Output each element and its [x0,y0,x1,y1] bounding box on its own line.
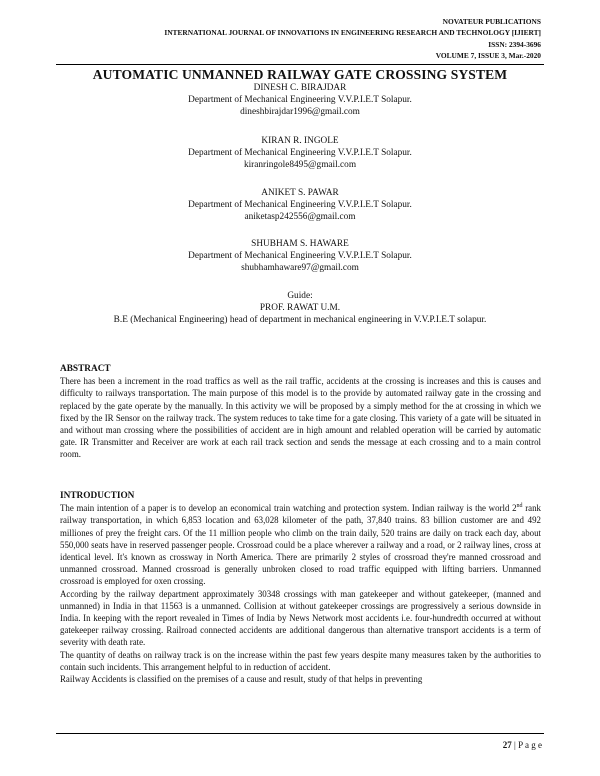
header-rule [56,64,544,65]
author-name: KIRAN R. INGOLE [261,136,339,146]
abstract-heading: ABSTRACT [60,364,111,374]
abstract-text: There has been a increment in the road traffics as well as the rail traffic, accidents at the crossing is increases and this is causes and difficulty to railways transportation. The main purpose of this model is to the provide by automated railway gate in the crossing and replaced by the gate operate by the manually. In this activity we will be proposed by a simply method for the at crossing in which we fixed by the IR Sensor on the railway track. The system reduces to take time for a gate closing. This variety of a gate will be situated in and without man crossing where the possibilities of accident are in high amount and relabled operation will be carried by automatic gate. IR Transmitter and Receiver are work at each rail track section and sends the message at each crossing and to a main control room. [60,376,541,460]
page-footer [503,740,542,750]
abstract-section [60,363,541,461]
author-affiliation: Department of Mechanical Engineering V.V.P.I.E.T Solapur. [188,251,412,262]
journal-name: INTERNATIONAL JOURNAL OF INNOVATIONS IN ENGINEERING RESEARCH AND TECHNOLOGY [IJIERT] [164,28,541,38]
ordinal-superscript: nd [516,503,523,510]
publisher: NOVATEUR PUBLICATIONS [442,17,541,26]
page-number: 27 [502,740,512,750]
intro-paragraph-2: According by the railway department approximately 30348 crossings with man gatekeeper and without gatekeeper, (manned and unmanned) in India in that 11563 is a unmanned. Collision at without gatekeeper crossings are progressively a serious downside in India. In keeping with the report revealed in Times of India by News Network most accidents i.e. four-hundredth occurred at without gatekeeper railway crossing. Railroad connected accidents are additional dangerous than alternative transport accidents is a term of severity with death rate. [60,588,541,648]
guide-label: Guide: [287,291,313,301]
author-email: shubhamhaware97@gmail.com [241,263,359,274]
author-affiliation: Department of Mechanical Engineering V.V.P.I.E.T Solapur. [188,200,412,211]
guide-name: PROF. RAWAT U.M. [259,303,341,314]
page-label: | P a g e [514,740,542,750]
introduction-section [60,490,541,685]
intro-paragraph-3: The quantity of deaths on railway track is on the increase within the past few years despite many measures taken by the authorities to contain such incidents. This arrangement helpful to in reduction of accident. [60,649,541,672]
author-name: SHUBHAM S. HAWARE [251,239,349,249]
author-email: kiranringole8495@gmail.com [243,160,357,171]
intro-p1-after: rank railway transportation, in which 6,853 location and 63,028 kilometer of the path, 37,840 trains. 83 billion customer are and 492 milliones of prey the freight cars. Of the 11 million people who climb on the train daily, 520 trains are daily on track each day, about 550,000 seats have in reserved passenger people. Crossroad could be a place wherever a railway and a road, or 2 railway lines, cross at identical level. It's known as crossway in North America. There are primarily 2 styles of crossroad they're manned crossroad and unmanned crossroad. Manned crossroad is generally unbroken closed to road traffic equipped with lifting barriers. Unmanned crossroad is employed for oxen crossing. [60,503,541,587]
journal-header [164,16,541,62]
author-affiliation: Department of Mechanical Engineering V.V.P.I.E.T Solapur. [188,95,412,106]
intro-paragraph-4: Railway Accidents is classified on the premises of a cause and result, study of that helps in preventing [60,674,423,685]
author-2 [0,135,600,172]
author-email: dineshbirajdar1996@gmail.com [240,107,360,118]
author-1 [0,82,600,119]
intro-paragraph-1 [60,502,541,587]
footer-rule [56,733,544,734]
paper-title: AUTOMATIC UNMANNED RAILWAY GATE CROSSING SYSTEM [92,67,508,82]
author-affiliation: Department of Mechanical Engineering V.V.P.I.E.T Solapur. [188,148,412,159]
author-name: DINESH C. BIRAJDAR [253,83,347,93]
author-email: aniketasp242556@gmail.com [244,212,356,223]
issn: ISSN: 2394-3696 [488,39,541,49]
author-4 [0,238,600,275]
guide-affiliation: B.E (Mechanical Engineering) head of department in mechanical engineering in V.V.P.I.E.T solapur. [113,315,487,326]
guide [0,290,600,327]
author-name: ANIKET S. PAWAR [261,188,339,198]
intro-p1-before: The main intention of a paper is to develop an economical train watching and protection system. Indian railway is the world 2 [60,503,517,514]
author-3 [0,187,600,224]
volume-issue: VOLUME 7, ISSUE 3, Mar.-2020 [435,51,541,61]
introduction-heading: INTRODUCTION [60,491,135,501]
